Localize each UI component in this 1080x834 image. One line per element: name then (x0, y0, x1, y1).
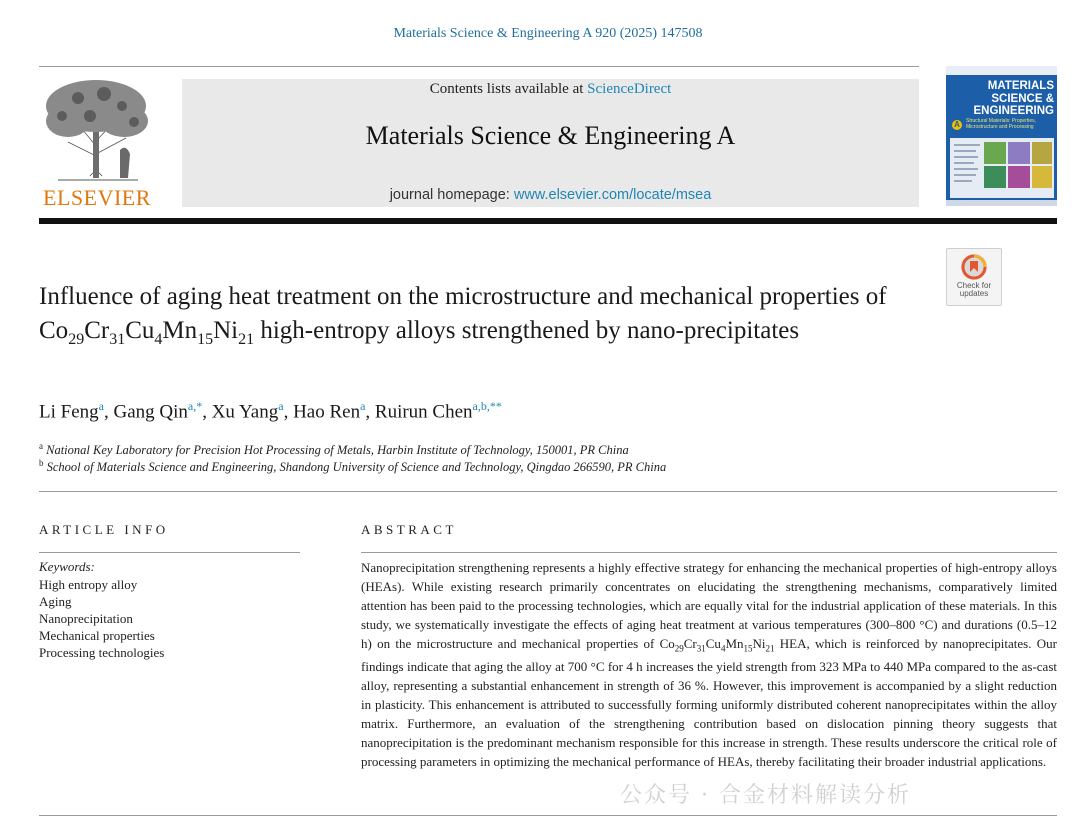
keyword: Mechanical properties (39, 628, 155, 643)
keyword: Aging (39, 594, 72, 609)
alloy-formula: $Co_{29}Cr_{31}Cu_4Mn_{15}Ni_{21}$ (39, 317, 255, 348)
journal-citation[interactable]: Materials Science & Engineering A 920 (2025) 147508 (393, 26, 703, 41)
check-for-updates-button[interactable] (946, 248, 1002, 306)
author-list: Li Feng$^a$, Gang Qin$^{a,*}$, Xu Yang$^a$, Hao Ren$^a$, Ruirun Chen$^{a,b,**}$ (39, 399, 502, 423)
cover-title (950, 80, 1054, 118)
abstract-heading: ABSTRACT (361, 522, 457, 537)
check-updates-icon (959, 252, 989, 282)
author-affil-mark[interactable]: a (278, 399, 284, 413)
header-divider (39, 66, 919, 67)
author-name[interactable]: Xu Yang (211, 401, 279, 423)
wechat-watermark: 公众号 · 合金材料解读分析 (620, 783, 911, 808)
footer-divider (39, 815, 1057, 816)
affiliation (39, 458, 939, 475)
affiliation-text: National Key Laboratory for Precision Hot Processing of Metals, Harbin Institute of Technology, 150001, PR China (46, 443, 629, 458)
article-info-rule (39, 552, 300, 553)
affiliation-text: School of Materials Science and Engineering, Shandong University of Science and Technology, Qingdao 266590, PR China (46, 460, 667, 475)
abstract-text-part: Nanoprecipitation strengthening represents a highly effective strategy for enhancing the mechanical properties of high-entropy alloys (HEAs). While existing research primarily concentrates on elucidating the strengthening mechanisms, comparatively limited attention has been paid to the processing technologies, which are equally vital for the industrial application of these materials. In this study, we systematically investigate the effects of aging heat treatment at various temperatures (300–800 °C) and durations (0.5–12 h) on the microstructure and mechanical properties of (361, 560, 1057, 651)
author-name[interactable]: Li Feng (39, 401, 99, 423)
keywords-label: Keywords: (39, 559, 95, 574)
keyword: Processing technologies (39, 645, 165, 660)
keyword-list (39, 576, 164, 661)
cover-title-line: SCIENCE & (991, 92, 1054, 105)
title-text: Influence of aging heat treatment on the microstructure and mechanical properties of (39, 283, 887, 310)
author-affil-mark[interactable]: a,b,** (472, 399, 502, 413)
author-name[interactable]: Gang Qin (113, 401, 188, 423)
abstract-text (361, 559, 1057, 772)
check-updates-line: updates (959, 289, 989, 298)
cover-title-line: MATERIALS (987, 80, 1054, 92)
abstract-text-part: HEA, which is reinforced by nanoprecipitates. Our findings indicate that aging the alloy at 700 °C for 4 h increases the yield strength from 323 MPa to 440 MPa compared to the as-cast alloy, representing a substantial enhancement in strength of 36 %. However, this improvement is accompanied by a slight reduction in plasticity. This enhancement is attributed to successfully forming uniformly distributed coherent nanoprecipitates within the alloy matrix. Furthermore, an evaluation of the strengthening contribution based on dislocation pinning theory suggests that nanoprecipitation is the predominant mechanism responsible for this increase in strength. These results underscore the critical role of processing parameters in optimizing the mechanical performance of HEAs, thereby facilitating their broader industrial applications. (361, 635, 1057, 769)
keyword: Nanoprecipitation (39, 611, 133, 626)
journal-header-box (182, 79, 919, 207)
sciencedirect-link[interactable]: ScienceDirect (587, 81, 672, 97)
title-text-end: high-entropy alloys strengthened by nano-precipitates (254, 317, 800, 344)
cover-artwork (950, 138, 1054, 198)
alloy-formula: $Co_{29}Cr_{31}Cu_4Mn_{15}Ni_{21}$ (659, 635, 775, 654)
elsevier-wordmark[interactable]: ELSEVIER (43, 185, 151, 210)
contents-prefix: Contents lists available at (429, 81, 588, 97)
cover-title-line: ENGINEERING (973, 105, 1054, 117)
cover-section-badge: A (952, 120, 962, 130)
author-affil-mark[interactable]: a,* (187, 399, 203, 413)
article-title (39, 280, 919, 357)
masthead-divider (39, 218, 1057, 224)
abstract-rule (361, 552, 1057, 553)
affiliation (39, 441, 939, 458)
cover-top-strip (946, 66, 1057, 75)
author-name[interactable]: Ruirun Chen (374, 401, 473, 423)
author-affil-mark[interactable]: a (360, 399, 366, 413)
journal-title: Materials Science & Engineering A (365, 121, 736, 150)
author-name[interactable]: Hao Ren (293, 401, 361, 423)
author-affil-mark[interactable]: a (98, 399, 104, 413)
journal-cover-image[interactable] (946, 66, 1057, 206)
check-updates-label (947, 282, 1001, 298)
contents-line (182, 81, 919, 98)
cover-subtitle: Structural Materials: Properties, Microstructure and Processing (966, 118, 1037, 130)
keyword: High entropy alloy (39, 577, 138, 592)
journal-homepage-link[interactable]: www.elsevier.com/locate/msea (513, 187, 712, 203)
article-info-heading: ARTICLE INFO (39, 522, 169, 537)
affiliation-mark: a (39, 441, 43, 451)
cover-footer-strip (946, 200, 1057, 206)
affiliation-mark: b (39, 458, 44, 468)
check-updates-line: Check for (956, 281, 992, 290)
homepage-line (182, 187, 919, 203)
homepage-prefix: journal homepage: (389, 187, 514, 203)
cover-micrograph-graphic (950, 138, 1054, 198)
section-divider (39, 491, 1057, 492)
